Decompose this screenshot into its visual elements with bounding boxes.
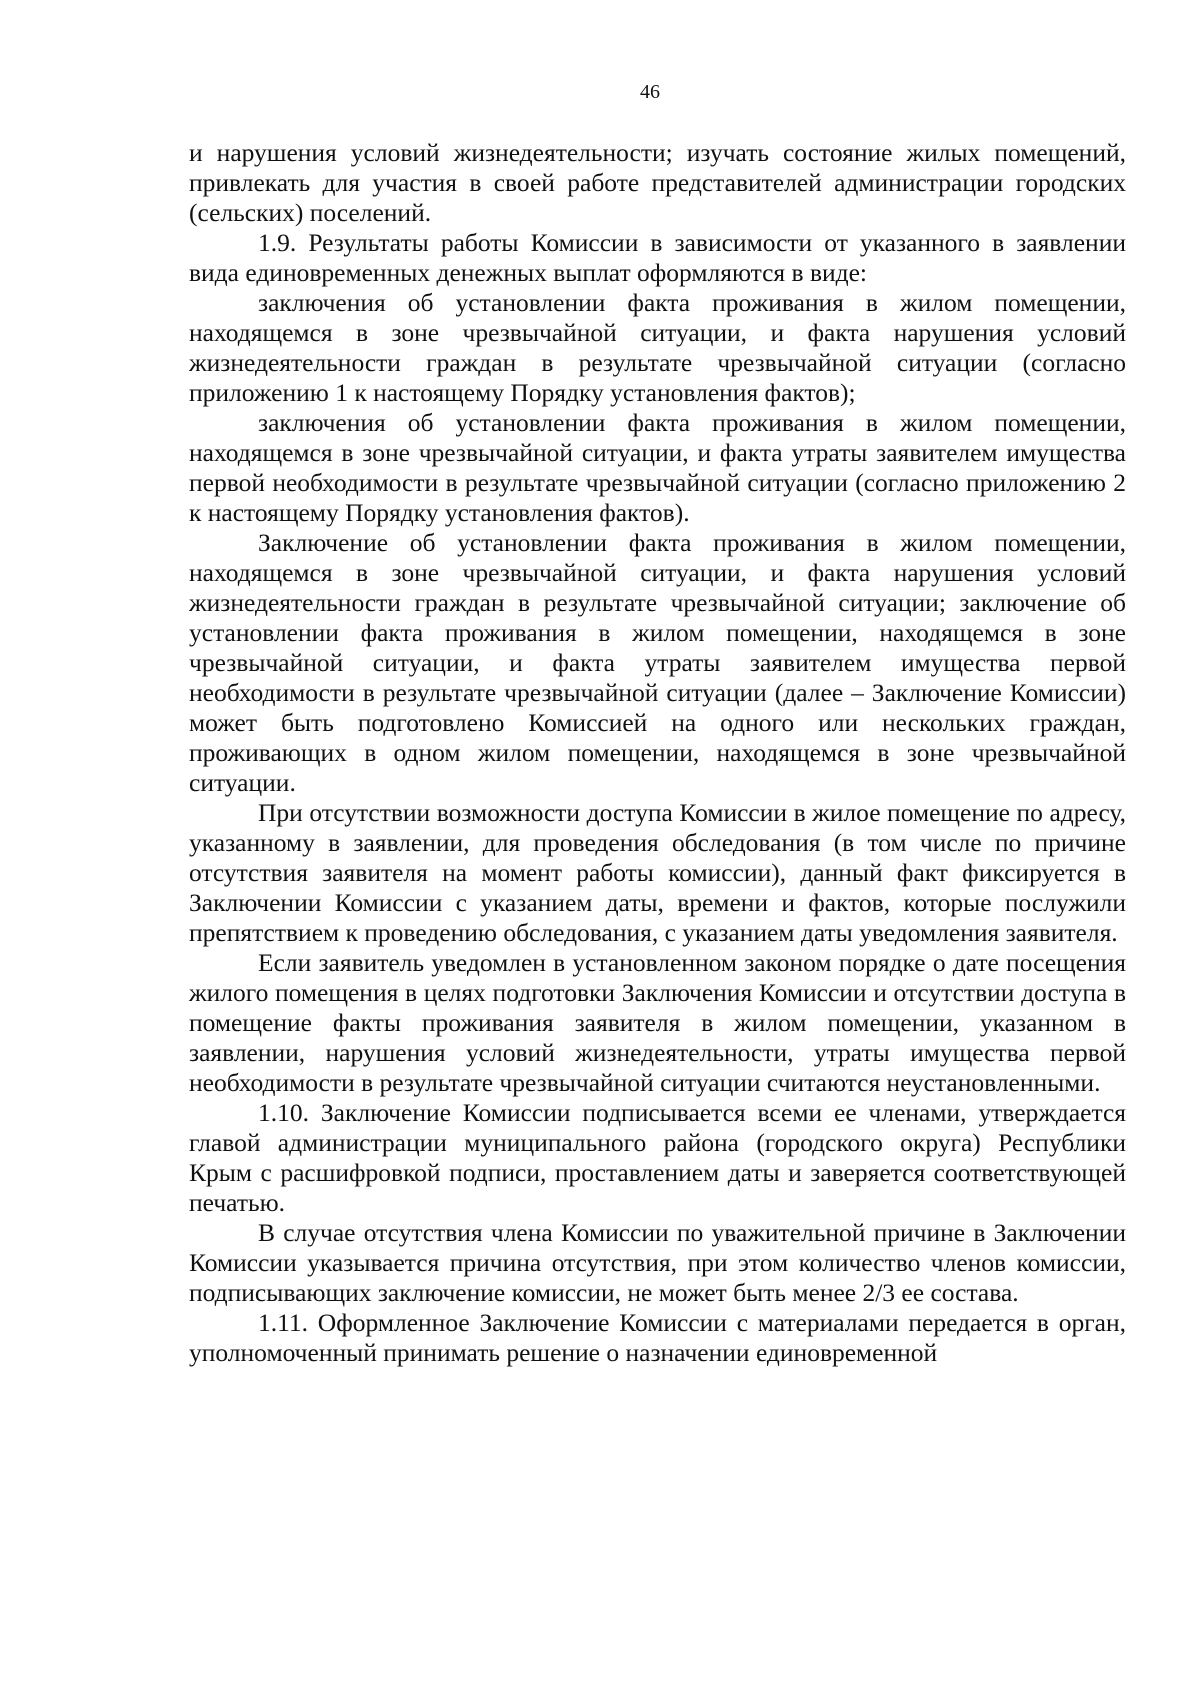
paragraph-1-10: 1.10. Заключение Комиссии подписывается всеми ее членами, утверждается главой администрации муниципального района (городского округа) Республики Крым с расшифровкой подписи, проставлением даты и заверяется соответствующей печатью. [189, 1098, 1126, 1217]
paragraph-notified-applicant: Если заявитель уведомлен в установленном законом порядке о дате посещения жилого помещения в целях подготовки Заключения Комиссии и отсутствии доступа в помещение факты проживания заявителя в жилом помещении, указанном в заявлении, нарушения условий жизнедеятельности, утраты имущества первой необходимости в результате чрезвычайной ситуации считаются неустановленными. [189, 948, 1126, 1097]
paragraph-conclusion-type-1: заключения об установлении факта проживания в жилом помещении, находящемся в зоне чрезвычайной ситуации, и факта нарушения условий жизнедеятельности граждан в результате чрезвычайной ситуации (согласно приложению 1 к настоящему Порядку установления фактов); [189, 288, 1126, 407]
paragraph-no-access: При отсутствии возможности доступа Комиссии в жилое помещение по адресу, указанному в заявлении, для проведения обследования (в том числе по причине отсутствия заявителя на момент работы комиссии), данный факт фиксируется в Заключении Комиссии с указанием даты, времени и фактов, которые послужили препятствием к проведению обследования, с указанием даты уведомления заявителя. [189, 798, 1126, 947]
paragraph-1-11: 1.11. Оформленное Заключение Комиссии с материалами передается в орган, уполномоченный принимать решение о назначении единовременной [189, 1308, 1126, 1367]
paragraph-continuation: и нарушения условий жизнедеятельности; изучать состояние жилых помещений, привлекать для участия в своей работе представителей администрации городских (сельских) поселений. [189, 138, 1126, 227]
paragraph-conclusion-type-2: заключения об установлении факта проживания в жилом помещении, находящемся в зоне чрезвычайной ситуации, и факта утраты заявителем имущества первой необходимости в результате чрезвычайной ситуации (согласно приложению 2 к настоящему Порядку установления фактов). [189, 408, 1126, 527]
document-body [189, 138, 1126, 1368]
paragraph-1-9: 1.9. Результаты работы Комиссии в зависимости от указанного в заявлении вида единовременных денежных выплат оформляются в виде: [189, 228, 1126, 287]
page-number: 46 [640, 81, 660, 103]
paragraph-member-absence: В случае отсутствия члена Комиссии по уважительной причине в Заключении Комиссии указывается причина отсутствия, при этом количество членов комиссии, подписывающих заключение комиссии, не может быть менее 2/3 ее состава. [189, 1218, 1126, 1307]
paragraph-conclusion-definition: Заключение об установлении факта проживания в жилом помещении, находящемся в зоне чрезвычайной ситуации, и факта нарушения условий жизнедеятельности граждан в результате чрезвычайной ситуации; заключение об установлении факта проживания в жилом помещении, находящемся в зоне чрезвычайной ситуации, и факта утраты заявителем имущества первой необходимости в результате чрезвычайной ситуации (далее – Заключение Комиссии) может быть подготовлено Комиссией на одного или нескольких граждан, проживающих в одном жилом помещении, находящемся в зоне чрезвычайной ситуации. [189, 528, 1126, 797]
